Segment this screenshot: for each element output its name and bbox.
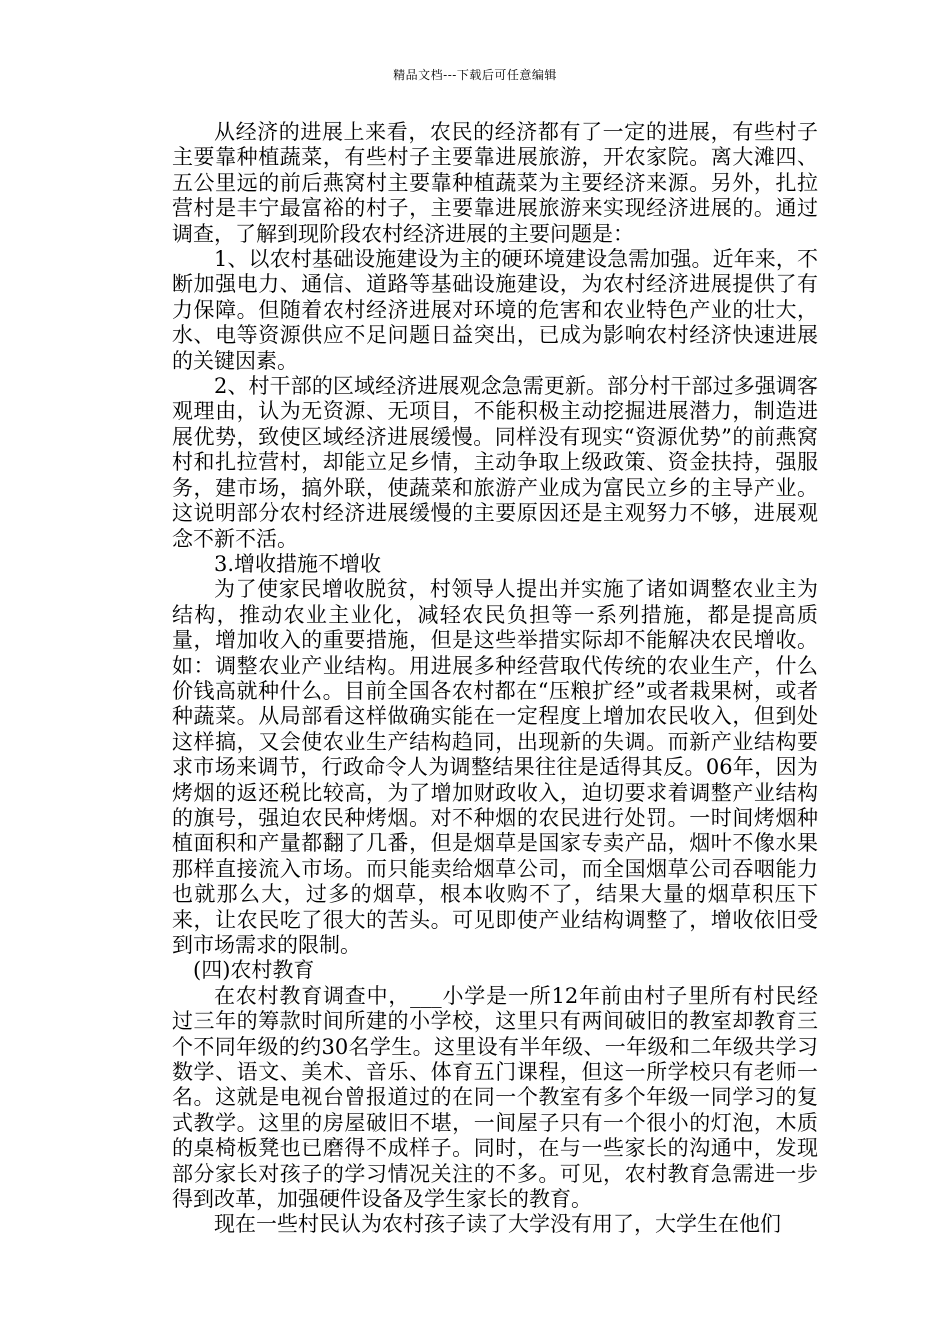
heading-income-measures: 3.增收措施不增收	[214, 551, 382, 576]
paragraph-village-cadres: 2、村干部的区域经济进展观念急需更新。部分村干部过多强调客观理由，认为无资源、无项目，不能积极主动挖掘进展潜力，制造进展优势，致使区域经济进展缓慢。同样没有现实“资源优势”的前燕窝村和扎拉营村，却能立足乡情，主动争取上级政策、资金扶持，强服务，建市场，搞外联，使蔬菜和旅游产业成为富民立乡的主导产业。这说明部分农村经济进展缓慢的主要原因还是主观努力不够，进展观念不新不活。	[172, 374, 818, 551]
paragraph-villager-views: 现在一些村民认为农村孩子读了大学没有用了，大学生在他们	[214, 1212, 781, 1237]
paragraph-infrastructure: 1、以农村基础设施建设为主的硬环境建设急需加强。近年来，不断加强电力、通信、道路等基础设施建设，为农村经济进展提供了有力保障。但随着农村经济进展对环境的危害和农业特色产业的壮大，水、电等资源供应不足问题日益突出，已成为影响农村经济快速进展的关键因素。	[172, 247, 818, 373]
paragraph-economy-overview: 从经济的进展上来看，农民的经济都有了一定的进展，有些村子主要靠种植蔬菜，有些村子主要靠进展旅游，开农家院。离大滩四、五公里远的前后燕窝村主要靠种植蔬菜为主要经济来源。另外，扎拉营村是丰宁最富裕的村子，主要靠进展旅游来实现经济进展的。通过调查，了解到现阶段农村经济进展的主要问题是：	[172, 120, 818, 246]
paragraph-rural-education: 在农村教育调查中，___小学是一所12年前由村子里所有村民经过三年的筹款时间所建的小学校，这里只有两间破旧的教室却教育三个不同年级的约30名学生。这里设有半年级、一年级和二年级共学习数学、语文、美术、音乐、体育五门课程，但这一所学校只有老师一名。这就是电视台曾报道过的在同一个教室有多个年级一同学习的复式教学。这里的房屋破旧不堪，一间屋子只有一个很小的灯泡，木质的桌椅板凳也已磨得不成样子。同时，在与一些家长的沟通中，发现部分家长对孩子的学习情况关注的不多。可见，农村教育急需进一步得到改革，加强硬件设备及学生家长的教育。	[172, 983, 818, 1212]
paragraph-income-measures: 为了使家民增收脱贫，村领导人提出并实施了诸如调整农业主为结构，推动农业主业化，减轻农民负担等一系列措施，都是提高质量，增加收入的重要措施，但是这些举措实际却不能解决农民增收。如：调整农业产业结构。用进展多种经营取代传统的农业生产，什么价钱高就种什么。目前全国各农村都在“压粮扩经”或者栽果树，或者种蔬菜。从局部看这样做确实能在一定程度上增加农民收入，但到处这样搞，又会使农业生产结构趋同，出现新的失调。而新产业结构要求市场来调节，行政命令人为调整结果往往是适得其反。06年，因为烤烟的返还税比较高，为了增加财政收入，迫切要求着调整产业结构的旗号，强迫农民种烤烟。对不种烟的农民进行处罚。一时间烤烟种植面积和产量都翻了几番，但是烟草是国家专卖产品，烟叶不像水果那样直接流入市场。而只能卖给烟草公司，而全国烟草公司吞咽能力也就那么大，过多的烟草，根本收购不了，结果大量的烟草积压下来，让农民吃了很大的苦头。可见即使产业结构调整了，增收依旧受到市场需求的限制。	[172, 577, 818, 957]
heading-rural-education: (四)农村教育	[193, 958, 315, 983]
page-header: 精品文档---下载后可任意编辑	[393, 68, 557, 82]
document-body	[172, 120, 818, 1238]
